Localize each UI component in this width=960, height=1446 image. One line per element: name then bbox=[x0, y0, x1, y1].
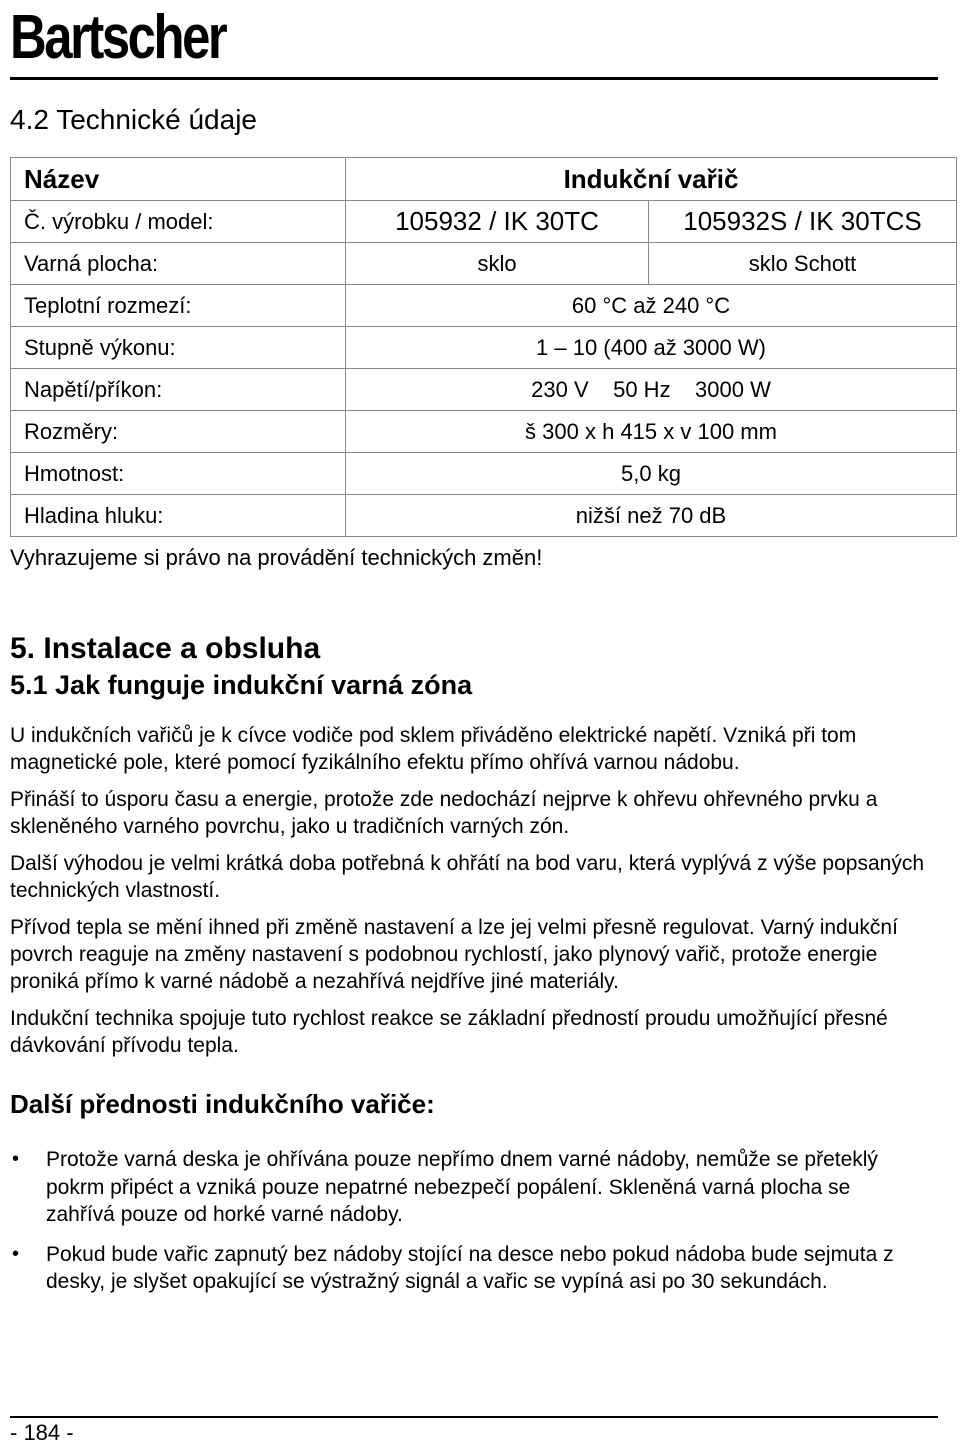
bullet-icon: • bbox=[12, 1148, 20, 1170]
table-row bbox=[11, 411, 957, 453]
list-item bbox=[10, 1146, 910, 1229]
section-title-advantages: Další přednosti indukčního vařiče: bbox=[10, 1089, 435, 1119]
spec-value: š 300 x h 415 x v 100 mm bbox=[346, 411, 957, 453]
spec-label: Stupně výkonu: bbox=[11, 327, 346, 369]
list-item-text: Pokud bude vařic zapnutý bez nádoby stojící na desce nebo pokud nádoba bude sejmuta z desky, je slyšet opakující se výstražný signál a vařic se vypíná asi po 30 sekundách. bbox=[46, 1242, 894, 1293]
body-text bbox=[10, 722, 940, 1069]
table-row bbox=[11, 495, 957, 537]
table-row bbox=[11, 201, 957, 243]
list-item-text: Protože varná deska je ohřívána pouze nepřímo dnem varné nádoby, nemůže se přeteklý pokrm připéct a vzniká pouze nepatrné nebezpečí popálení. Skleněná varná plocha se zahřívá pouze od horké varné nádoby. bbox=[46, 1148, 878, 1226]
spec-label: Teplotní rozmezí: bbox=[11, 285, 346, 327]
table-row bbox=[11, 327, 957, 369]
spec-value: nižší než 70 dB bbox=[346, 495, 957, 537]
list-item bbox=[10, 1241, 910, 1296]
paragraph: U indukčních vařičů je k cívce vodiče pod sklem přiváděno elektrické napětí. Vzniká při tom magnetické pole, které pomocí fyzikálního efektu přímo ohřívá varnou nádobu. bbox=[10, 724, 857, 774]
spec-value: 1 – 10 (400 až 3000 W) bbox=[346, 327, 957, 369]
spec-value: Indukční vařič bbox=[346, 158, 957, 201]
spec-label: Rozměry: bbox=[11, 411, 346, 453]
paragraph: Další výhodou je velmi krátká doba potřebná k ohřátí na bod varu, která vyplývá z výše popsaných technických vlastností. bbox=[10, 852, 924, 902]
page-number: - 184 - bbox=[10, 1420, 74, 1445]
section-title-technical-data: 4.2 Technické údaje bbox=[10, 104, 257, 135]
spec-label: Napětí/příkon: bbox=[11, 369, 346, 411]
advantages-list bbox=[10, 1146, 910, 1308]
paragraph: Přináší to úsporu času a energie, protože zde nedochází nejprve k ohřevu ohřevného prvku a skleněného varného povrchu, jako u tradičních varných zón. bbox=[10, 788, 878, 838]
spec-label: Hmotnost: bbox=[11, 453, 346, 495]
section-title-installation: 5. Instalace a obsluha bbox=[10, 632, 321, 665]
table-row bbox=[11, 369, 957, 411]
technical-data-table bbox=[10, 157, 957, 537]
subsection-title-induction: 5.1 Jak funguje indukční varná zóna bbox=[10, 670, 473, 700]
spec-value: 105932S / IK 30TCS bbox=[649, 201, 957, 243]
reservation-note: Vyhrazujeme si právo na provádění technických změn! bbox=[10, 545, 543, 570]
spec-value: 60 °C až 240 °C bbox=[346, 285, 957, 327]
spec-value: 230 V 50 Hz 3000 W bbox=[346, 369, 957, 411]
table-row bbox=[11, 243, 957, 285]
spec-label: Hladina hluku: bbox=[11, 495, 346, 537]
table-row bbox=[11, 158, 957, 201]
spec-value: 5,0 kg bbox=[346, 453, 957, 495]
spec-label: Varná plocha: bbox=[11, 243, 346, 285]
spec-value: 105932 / IK 30TC bbox=[346, 201, 649, 243]
table-row bbox=[11, 285, 957, 327]
paragraph: Indukční technika spojuje tuto rychlost reakce se základní předností proudu umožňující přesné dávkování přívodu tepla. bbox=[10, 1007, 888, 1057]
spec-value: sklo Schott bbox=[649, 243, 957, 285]
spec-label: Název bbox=[11, 158, 346, 201]
paragraph: Přívod tepla se mění ihned při změně nastavení a lze jej velmi přesně regulovat. Varný indukční povrch reaguje na změny nastavení s podobnou rychlostí, jako plynový vařič, protože energie proniká přímo k varné nádobě a nezahřívá nejdříve jiné materiály. bbox=[10, 916, 898, 993]
header-divider bbox=[10, 77, 938, 80]
bullet-icon: • bbox=[12, 1242, 20, 1265]
footer-divider bbox=[10, 1416, 938, 1418]
spec-value: sklo bbox=[346, 243, 649, 285]
table-row bbox=[11, 453, 957, 495]
brand-logo: Bartscher bbox=[10, 3, 226, 72]
spec-label: Č. výrobku / model: bbox=[11, 201, 346, 243]
